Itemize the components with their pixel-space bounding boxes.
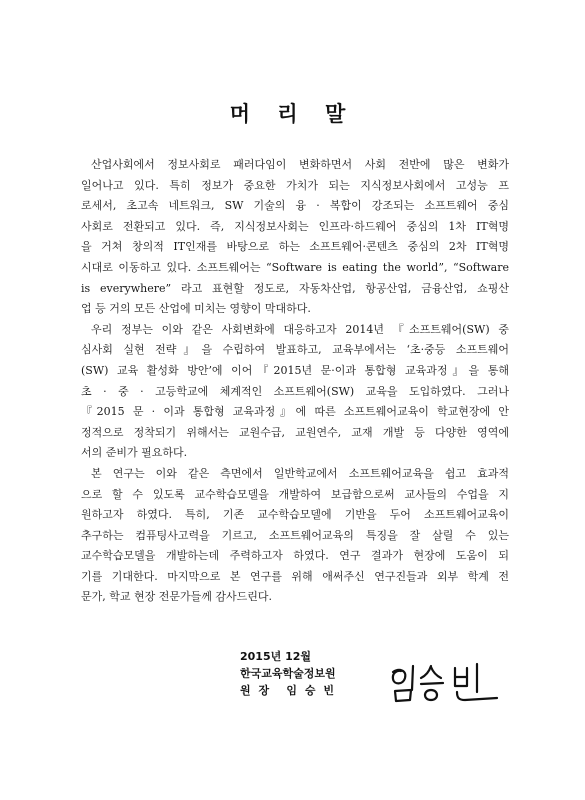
text-line: 심사회 실현 전략』을 수립하여 발표하고, 교육부에서는 ‘초·중등 소프트웨어: [81, 343, 509, 357]
text-line: 원하고자 하였다. 특히, 기존 교수학습모델에 기반을 두어 소프트웨어교육이: [81, 508, 509, 522]
handwritten-signature: [385, 658, 505, 708]
text-line: 을 거쳐 창의적 IT인재를 바탕으로 하는 소프트웨어·콘텐츠 중심의 2차 IT혁명: [81, 240, 509, 254]
text-line: 산업사회에서 정보사회로 패러다임이 변화하면서 사회 전반에 많은 변화가: [91, 158, 509, 171]
text-line: is everywhere” 라고 표현할 정도로, 자동차산업, 항공산업, 금융산업, 쇼핑산: [81, 281, 509, 295]
text-line: 사회로 전환되고 있다. 즉, 지식정보사회는 인프라·하드웨어 중심의 1차 IT혁명: [81, 219, 509, 233]
text-line: 일어나고 있다. 특히 정보가 중요한 가치가 되는 지식정보사회에서 고성능 프: [81, 178, 509, 192]
text-line: 정적으로 정착되기 위해서는 교원수급, 교원연수, 교재 개발 등 다양한 영역에: [81, 425, 509, 439]
text-line: 우리 정부는 이와 같은 사회변화에 대응하고자 2014년 『소프트웨어(SW) 중: [91, 322, 509, 336]
paragraph-3: [81, 464, 509, 608]
text-line: 『2015 문 · 이과 통합형 교육과정』에 따른 소프트웨어교육이 학교현장에 안: [81, 405, 509, 419]
text-line: 문가, 학교 현장 전문가들께 감사드린다.: [81, 590, 272, 604]
signoff-block: [240, 648, 336, 699]
text-line: 기를 기대한다. 마지막으로 본 연구를 위해 애써주신 연구진들과 외부 학계 전: [81, 569, 509, 583]
page-title: 머 리 말: [229, 101, 356, 126]
text-line: 추구하는 컴퓨팅사고력을 기르고, 소프트웨어교육의 특징을 잘 살릴 수 있는: [81, 528, 509, 542]
signoff-organization: 한국교육학술정보원: [240, 667, 336, 680]
text-line: 시대로 이동하고 있다. 소프트웨어는 “Software is eating the world”, “Software: [81, 260, 509, 274]
signoff-name: 임 승 빈: [286, 684, 336, 697]
text-line: 업 등 거의 모든 산업에 미치는 영향이 막대하다.: [81, 302, 311, 316]
text-line: 로세서, 초고속 네트워크, SW 기술의 융 · 복합이 강조되는 소프트웨어 중심: [81, 199, 509, 213]
text-line: 으로 할 수 있도록 교수학습모델을 개발하여 보급함으로써 교사들의 수업을 지: [81, 487, 509, 501]
text-line: (SW) 교육 활성화 방안’에 이어『2015년 문·이과 통합형 교육과정』을 통해: [81, 363, 509, 377]
signoff-role-name: [240, 682, 336, 699]
paragraph-1: [81, 155, 509, 320]
paragraph-2: [81, 320, 509, 464]
text-line: 초 · 중 · 고등학교에 체계적인 소프트웨어(SW) 교육을 도입하였다. 그러나: [81, 384, 509, 398]
text-line: 본 연구는 이와 같은 측면에서 일반학교에서 소프트웨어교육을 쉽고 효과적: [91, 466, 509, 480]
text-line: 서의 준비가 필요하다.: [81, 446, 188, 460]
text-line: 교수학습모델을 개발하는데 주력하고자 하였다. 연구 결과가 현장에 도움이 되: [81, 549, 509, 563]
document-body: [81, 155, 509, 608]
signoff-date: 2015년 12월: [240, 650, 312, 663]
signoff-role: 원 장: [240, 684, 272, 697]
